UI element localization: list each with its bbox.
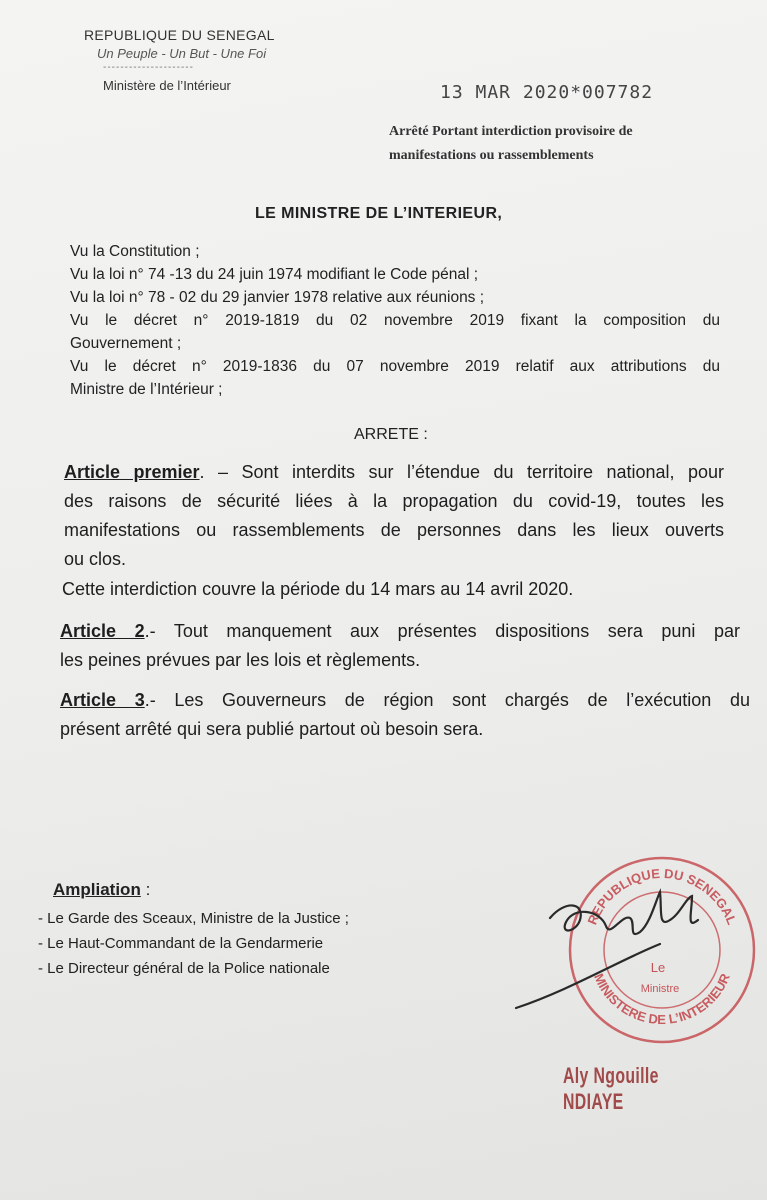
vu-line: Vu la loi n° 74 -13 du 24 juin 1974 modifiant le Code pénal ; [70,266,479,283]
ampliation-heading [53,880,150,900]
article-2-text: .- Tout manquement aux présentes dispositions sera puni par [144,621,740,641]
vu-line: Vu le décret n° 2019-1819 du 02 novembre 2019 fixant la composition du [70,312,720,329]
ministry-seal [510,840,760,1050]
ampliation-title: Ampliation [53,880,141,899]
vu-line: Ministre de l’Intérieur ; [70,381,223,398]
arrete-heading: ARRETE : [354,426,428,443]
vu-line: Vu le décret n° 2019-1836 du 07 novembre 2019 relatif aux attributions du [70,358,720,375]
subject-line: Arrêté Portant interdiction provisoire de [389,124,633,139]
document-title: LE MINISTRE DE L’INTERIEUR, [255,205,503,222]
ampliation-colon: : [140,880,151,899]
ministry-name: Ministère de l’Intérieur [103,78,231,93]
article-1-label: Article premier [64,462,200,482]
header-separator: --------------------- [103,62,194,73]
article-3-text: .- Les Gouverneurs de région sont chargés de l’exécution du [144,690,750,710]
article-3-line [60,686,750,715]
seal-text-top: REPUBLIQUE DU SENEGAL [584,865,740,927]
article-3-label: Article 3 [60,690,145,710]
seal-text-ministre: Ministre [640,983,680,995]
republic-heading: REPUBLIQUE DU SENEGAL [84,27,275,43]
article-2 [60,617,740,675]
seal-text-bottom: MINISTERE DE L’INTERIEUR [591,971,733,1028]
article-2-line: les peines prévues par les lois et règlements. [60,650,421,670]
vu-line: Vu la loi n° 78 - 02 du 29 janvier 1978 relative aux réunions ; [70,289,485,306]
vu-line: Gouvernement ; [70,335,182,352]
reference-stamp: 13 MAR 2020*007782 [440,82,654,103]
coverage-period: Cette interdiction couvre la période du 14 mars au 14 avril 2020. [62,579,574,599]
ampliation-item: - Le Directeur général de la Police nationale [38,960,330,977]
article-1 [64,458,724,574]
national-motto: Un Peuple - Un But - Une Foi [97,46,267,61]
subject-line: manifestations ou rassemblements [389,148,594,163]
article-2-line [60,617,740,646]
article-3 [60,686,750,744]
article-3-line: présent arrêté qui sera publié partout où besoin sera. [60,719,484,739]
ampliation-list [38,906,349,981]
decree-subject [389,120,633,168]
article-1-line: ou clos. [64,549,127,569]
signatory-name: Aly Ngouille NDIAYE [563,1063,659,1114]
article-1-line [64,458,724,487]
article-1-line: manifestations ou rassemblements de personnes dans les lieux ouverts [64,520,724,540]
article-1-text: . – Sont interdits sur l’étendue du territoire national, pour [199,462,724,482]
vu-line: Vu la Constitution ; [70,243,200,260]
article-2-label: Article 2 [60,621,145,641]
seal-text-le: Le [650,960,666,975]
ampliation-item: - Le Garde des Sceaux, Ministre de la Justice ; [38,910,349,927]
ampliation-item: - Le Haut-Commandant de la Gendarmerie [38,935,324,952]
vu-section [70,240,720,401]
article-1-line: des raisons de sécurité liées à la propagation du covid-19, toutes les [64,491,724,511]
